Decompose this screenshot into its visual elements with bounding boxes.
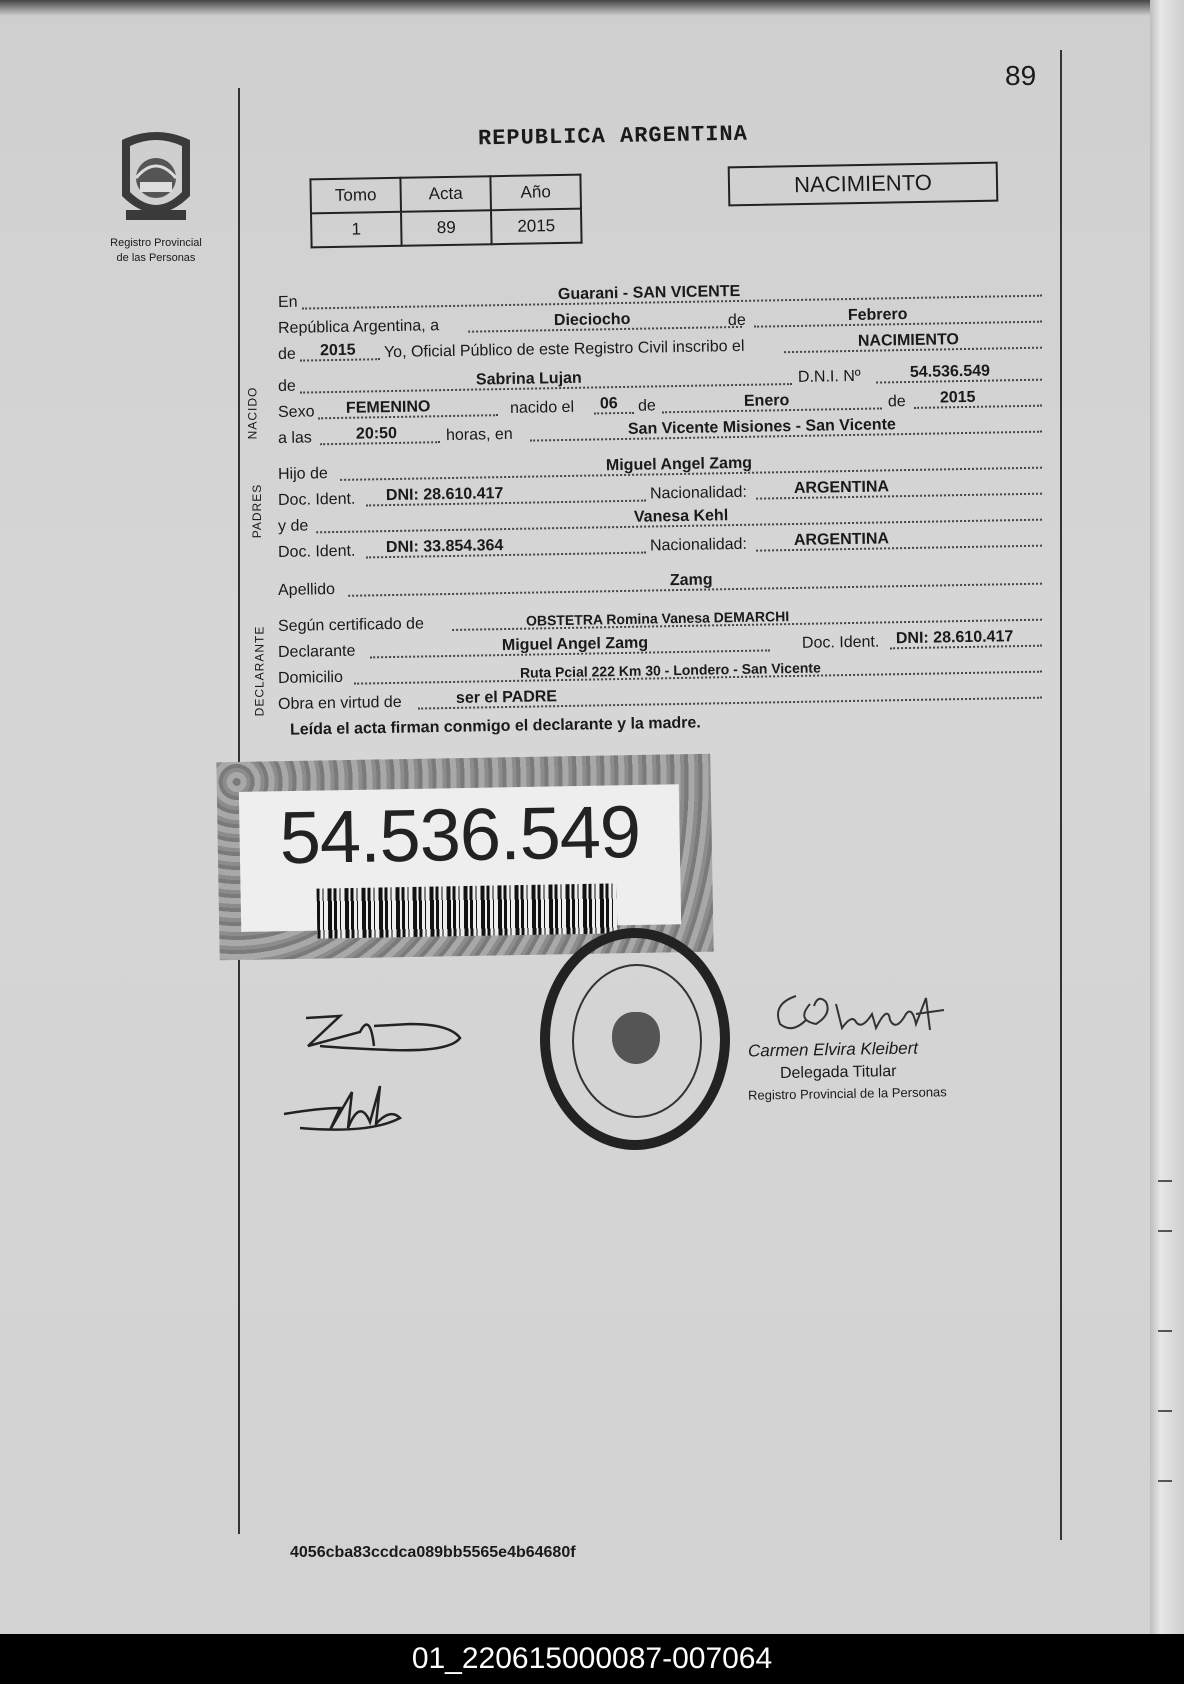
- value-declarante: Miguel Angel Zamg: [501, 634, 649, 655]
- value-acta: 89: [401, 210, 492, 246]
- edge-mark: [1158, 1180, 1172, 1182]
- value-lugar-nacimiento: San Vicente Misiones - San Vicente: [627, 416, 896, 438]
- value-madre: Vanesa Kehl: [633, 507, 729, 526]
- oficial-organization: Registro Provincial de la Personas: [747, 1084, 947, 1103]
- value-dni-nacido: 54.536.549: [909, 362, 991, 381]
- document-hash: 4056cba83ccdca089bb5565e4b64680f: [290, 1544, 576, 1561]
- label-republica: República Argentina, a: [277, 317, 440, 337]
- section-nacido: NACIDO: [245, 386, 260, 440]
- value-padre: Miguel Angel Zamg: [605, 454, 753, 475]
- value-localidad: Guarani - SAN VICENTE: [557, 282, 741, 304]
- barcode: [317, 883, 618, 938]
- label-nac-padre: Nacionalidad:: [649, 483, 748, 503]
- value-tomo: 1: [311, 212, 402, 248]
- value-mes-inscripcion: Febrero: [847, 306, 908, 325]
- logo-caption-2: de las Personas: [116, 252, 196, 264]
- registry-logo: [100, 126, 212, 265]
- value-domicilio: Ruta Pcial 222 Km 30 - Londero - San Vicente: [519, 659, 821, 681]
- oficial-role: Delegada Titular: [779, 1062, 897, 1083]
- label-a-las: a las: [277, 429, 312, 447]
- declarante-signature-icon: [300, 1006, 470, 1066]
- value-sexo: FEMENINO: [345, 398, 431, 417]
- value-anio: 2015: [491, 209, 582, 245]
- label-obra: Obra en virtud de: [277, 693, 402, 713]
- label-doc-madre: Doc. Ident.: [277, 542, 356, 561]
- label-de: de: [727, 311, 746, 330]
- label-de-mes: de: [637, 397, 656, 415]
- label-nacido-el: nacido el: [509, 398, 575, 417]
- label-sexo: Sexo: [277, 403, 315, 421]
- edge-mark: [1158, 1230, 1172, 1232]
- province-seal-icon: [112, 126, 200, 230]
- value-obra: ser el PADRE: [455, 688, 558, 707]
- value-tipo-inscripcion: NACIMIENTO: [857, 331, 960, 350]
- record-table: [309, 174, 582, 249]
- logo-caption-1: Registro Provincial: [110, 237, 202, 249]
- scan-footer-label: 01_220615000087-007064: [0, 1634, 1184, 1684]
- label-de-2: de: [277, 345, 296, 363]
- edge-mark: [1158, 1410, 1172, 1412]
- record-type-box: NACIMIENTO: [728, 162, 999, 207]
- label-en: En: [277, 293, 298, 311]
- value-certificado: OBSTETRA Romina Vanesa DEMARCHI: [525, 608, 790, 629]
- label-y-de: y de: [277, 517, 309, 535]
- official-stamp: [540, 928, 730, 1150]
- value-apellido: Zamg: [669, 571, 713, 590]
- value-doc-padre: DNI: 28.610.417: [385, 485, 504, 505]
- label-de-nombre: de: [277, 377, 296, 395]
- row-apellido: [278, 563, 1042, 600]
- page-number: 89: [1005, 60, 1037, 91]
- value-anio-inscripcion: 2015: [319, 341, 356, 360]
- value-nac-padre: ARGENTINA: [793, 478, 890, 497]
- right-margin-line: [1060, 50, 1062, 1540]
- value-dia-nacimiento: 06: [599, 395, 618, 413]
- adjacent-page-edge: [1150, 0, 1184, 1634]
- value-nombre: Sabrina Lujan: [475, 369, 582, 389]
- header-acta: Acta: [400, 176, 491, 212]
- label-doc-declarante: Doc. Ident.: [801, 633, 880, 652]
- value-doc-madre: DNI: 33.854.364: [385, 537, 504, 557]
- scan-shadow: [0, 0, 1150, 16]
- madre-signature-icon: [280, 1078, 410, 1138]
- section-padres: PADRES: [250, 483, 265, 539]
- sticker-number: 54.536.549: [278, 789, 641, 880]
- label-hijo-de: Hijo de: [277, 465, 328, 483]
- label-horas-en: horas, en: [445, 425, 513, 445]
- label-certificado: Según certificado de: [277, 615, 425, 635]
- label-declarante: Declarante: [277, 642, 356, 661]
- stamp-crest-icon: [612, 1012, 660, 1064]
- document-title: REPUBLICA ARGENTINA: [477, 121, 749, 152]
- edge-mark: [1158, 1330, 1172, 1332]
- label-doc-padre: Doc. Ident.: [277, 490, 356, 509]
- dotted-line: [914, 405, 1042, 409]
- value-hora: 20:50: [355, 424, 398, 443]
- sticker-label: [239, 784, 681, 932]
- oficial-signature-icon: [766, 984, 962, 1044]
- label-oficial: Yo, Oficial Público de este Registro Civil inscribo el: [383, 337, 745, 362]
- header-tomo: Tomo: [310, 178, 401, 214]
- value-nac-madre: ARGENTINA: [793, 530, 890, 549]
- value-mes-nacimiento: Enero: [743, 392, 790, 410]
- section-declarante: DECLARANTE: [252, 625, 267, 717]
- label-apellido: Apellido: [277, 581, 336, 599]
- closing-statement: Leída el acta firman conmigo el declarante y la madre.: [289, 714, 701, 739]
- label-de-anio: de: [887, 393, 906, 411]
- header-anio: Año: [490, 175, 581, 211]
- label-domicilio: Domicilio: [277, 668, 344, 687]
- label-dni: D.N.I. Nº: [797, 367, 861, 386]
- value-doc-declarante: DNI: 28.610.417: [895, 628, 1014, 648]
- label-nac-madre: Nacionalidad:: [649, 535, 748, 555]
- edge-mark: [1158, 1480, 1172, 1482]
- value-dia-inscripcion: Dieciocho: [553, 310, 631, 330]
- oficial-name: Carmen Elvira Kleibert: [747, 1038, 919, 1061]
- value-anio-nacimiento: 2015: [939, 388, 976, 407]
